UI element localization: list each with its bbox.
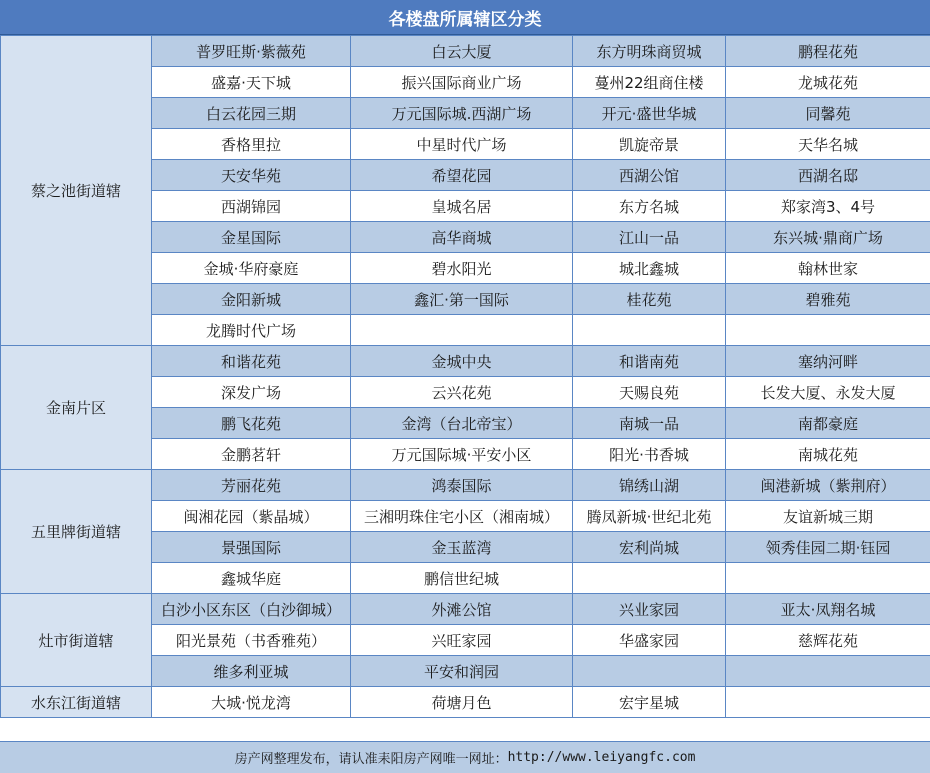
property-cell: 江山一品	[573, 222, 726, 253]
property-cell: 西湖名邸	[726, 160, 930, 191]
property-cell: 希望花园	[351, 160, 573, 191]
property-cell: 中星时代广场	[351, 129, 573, 160]
table-row	[1, 346, 930, 377]
property-cell: 荷塘月色	[351, 687, 573, 718]
property-cell: 闽湘花园（紫晶城）	[152, 501, 351, 532]
property-cell: 阳光景苑（书香雅苑）	[152, 625, 351, 656]
property-cell: 景强国际	[152, 532, 351, 563]
property-cell: 和谐花苑	[152, 346, 351, 377]
property-cell	[573, 563, 726, 594]
property-cell: 大城·悦龙湾	[152, 687, 351, 718]
property-cell: 金星国际	[152, 222, 351, 253]
district-name: 灶市街道辖	[1, 594, 152, 687]
property-cell: 同馨苑	[726, 98, 930, 129]
property-cell: 万元国际城.西湖广场	[351, 98, 573, 129]
property-cell	[573, 656, 726, 687]
property-cell: 金城·华府豪庭	[152, 253, 351, 284]
property-cell: 长发大厦、永发大厦	[726, 377, 930, 408]
property-cell: 皇城名居	[351, 191, 573, 222]
property-cell: 锦绣山湖	[573, 470, 726, 501]
district-name: 五里牌街道辖	[1, 470, 152, 594]
property-cell: 鹏程花苑	[726, 36, 930, 67]
property-cell: 金湾（台北帝宝）	[351, 408, 573, 439]
footer-text: 房产网整理发布，请认准耒阳房产网唯一网址：	[234, 752, 508, 767]
property-cell: 西湖锦园	[152, 191, 351, 222]
property-cell: 白云花园三期	[152, 98, 351, 129]
property-cell	[726, 315, 930, 346]
district-name: 金南片区	[1, 346, 152, 470]
property-cell: 香格里拉	[152, 129, 351, 160]
property-cell: 深发广场	[152, 377, 351, 408]
table-row	[1, 687, 930, 718]
table-row	[1, 594, 930, 625]
property-cell: 三湘明珠住宅小区（湘南城）	[351, 501, 573, 532]
property-cell: 塞纳河畔	[726, 346, 930, 377]
footer-url[interactable]: http://www.leiyangfc.com	[507, 750, 696, 765]
property-cell: 鑫汇·第一国际	[351, 284, 573, 315]
property-cell: 金玉蓝湾	[351, 532, 573, 563]
property-cell: 龙城花苑	[726, 67, 930, 98]
district-name: 水东江街道辖	[1, 687, 152, 718]
property-cell: 西湖公馆	[573, 160, 726, 191]
district-name: 蔡之池街道辖	[1, 36, 152, 346]
footer	[0, 741, 930, 773]
property-cell: 东方明珠商贸城	[573, 36, 726, 67]
property-cell: 龙腾时代广场	[152, 315, 351, 346]
property-cell: 华盛家园	[573, 625, 726, 656]
property-cell: 友谊新城三期	[726, 501, 930, 532]
property-cell: 兴业家园	[573, 594, 726, 625]
property-cell: 南都豪庭	[726, 408, 930, 439]
property-cell	[726, 656, 930, 687]
property-cell: 宏利尚城	[573, 532, 726, 563]
property-cell: 宏宇星城	[573, 687, 726, 718]
property-cell: 金城中央	[351, 346, 573, 377]
property-cell: 振兴国际商业广场	[351, 67, 573, 98]
property-cell: 平安和润园	[351, 656, 573, 687]
property-cell: 城北鑫城	[573, 253, 726, 284]
property-cell: 和谐南苑	[573, 346, 726, 377]
property-cell: 兴旺家园	[351, 625, 573, 656]
property-cell: 阳光·书香城	[573, 439, 726, 470]
property-cell: 碧水阳光	[351, 253, 573, 284]
property-cell: 南城花苑	[726, 439, 930, 470]
property-cell: 南城一品	[573, 408, 726, 439]
property-cell	[573, 315, 726, 346]
property-cell: 天赐良苑	[573, 377, 726, 408]
property-cell: 蔓州22组商住楼	[573, 67, 726, 98]
property-cell: 东兴城·鼎商广场	[726, 222, 930, 253]
property-cell: 天安华苑	[152, 160, 351, 191]
property-cell: 鑫城华庭	[152, 563, 351, 594]
property-cell	[726, 687, 930, 718]
property-cell: 普罗旺斯·紫薇苑	[152, 36, 351, 67]
property-cell: 东方名城	[573, 191, 726, 222]
property-cell: 郑家湾3、4号	[726, 191, 930, 222]
property-cell: 白云大厦	[351, 36, 573, 67]
property-cell: 云兴花苑	[351, 377, 573, 408]
property-cell: 腾凤新城·世纪北苑	[573, 501, 726, 532]
property-cell: 维多利亚城	[152, 656, 351, 687]
property-cell: 芳丽花苑	[152, 470, 351, 501]
property-cell: 金阳新城	[152, 284, 351, 315]
property-cell: 碧雅苑	[726, 284, 930, 315]
property-cell: 翰林世家	[726, 253, 930, 284]
property-cell: 鸿泰国际	[351, 470, 573, 501]
property-cell	[726, 563, 930, 594]
property-cell: 领秀佳园二期·钰园	[726, 532, 930, 563]
property-cell: 盛嘉·天下城	[152, 67, 351, 98]
property-cell: 外滩公馆	[351, 594, 573, 625]
property-cell: 桂花苑	[573, 284, 726, 315]
property-cell: 鹏信世纪城	[351, 563, 573, 594]
property-cell: 万元国际城·平安小区	[351, 439, 573, 470]
property-cell: 慈辉花苑	[726, 625, 930, 656]
property-cell: 天华名城	[726, 129, 930, 160]
property-cell: 亚太·凤翔名城	[726, 594, 930, 625]
table-row	[1, 470, 930, 501]
property-cell: 开元·盛世华城	[573, 98, 726, 129]
property-cell: 白沙小区东区（白沙御城）	[152, 594, 351, 625]
table-row	[1, 36, 930, 67]
property-cell: 凯旋帝景	[573, 129, 726, 160]
property-cell: 鹏飞花苑	[152, 408, 351, 439]
page-title: 各楼盘所属辖区分类	[0, 0, 930, 35]
district-table	[0, 35, 930, 718]
property-cell: 高华商城	[351, 222, 573, 253]
property-cell: 闽港新城（紫荆府）	[726, 470, 930, 501]
property-cell: 金鹏茗轩	[152, 439, 351, 470]
property-cell	[351, 315, 573, 346]
